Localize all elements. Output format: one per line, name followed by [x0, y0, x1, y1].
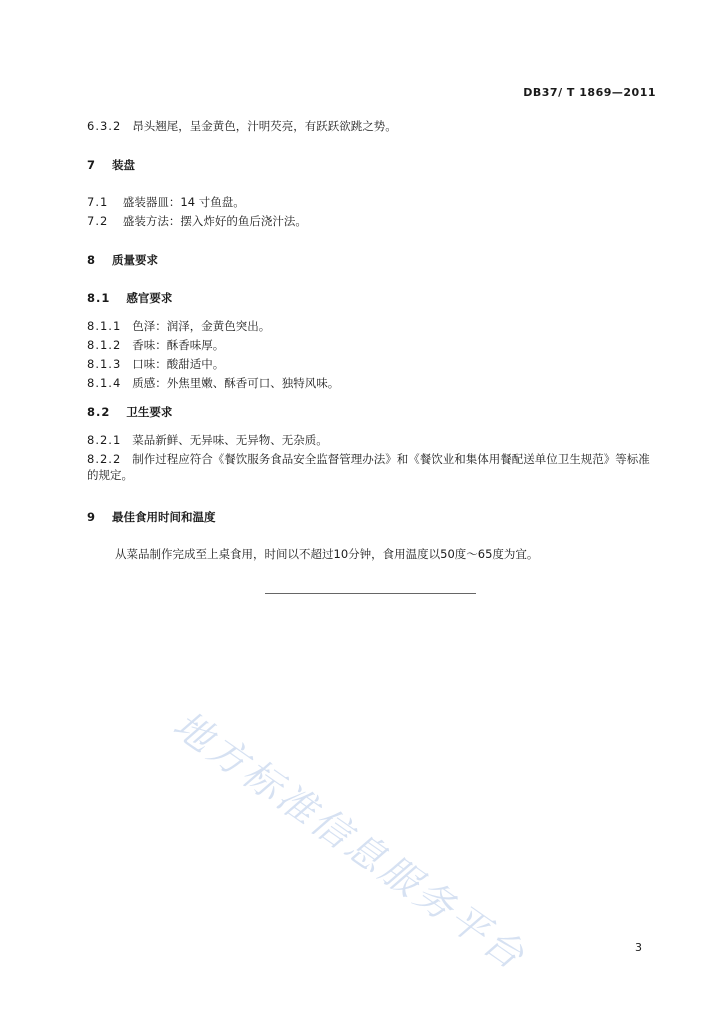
clause-text: 盛装器皿：14 寸鱼盘。: [122, 195, 245, 209]
clause-text: 香味：酥香味厚。: [132, 338, 225, 352]
clause-7-1: [87, 194, 245, 210]
clause-text: 菜品新鲜、无异味、无异物、无杂质。: [132, 433, 328, 447]
section-title: 感官要求: [126, 291, 173, 305]
clause-text: 色泽：润泽，金黄色突出。: [132, 319, 271, 333]
clause-number: 6.3.2: [87, 119, 122, 133]
end-of-document-rule: [265, 593, 476, 594]
clause-number: 8.1.2: [87, 338, 122, 352]
clause-8-2-2: [87, 451, 659, 483]
clause-6-3-2: [87, 118, 397, 134]
clause-text: 制作过程应符合《餐饮服务食品安全监督管理办法》和《餐饮业和集体用餐配送单位卫生规范》等标准的规定。: [87, 452, 650, 482]
page-number: 3: [635, 941, 642, 954]
clause-number: 8.2.2: [87, 452, 122, 466]
section-7-heading: [87, 157, 135, 173]
clause-7-2: [87, 213, 307, 229]
watermark-text: 地方标准信息服务平台: [165, 702, 535, 980]
section-number: 8.2: [87, 405, 111, 419]
clause-number: 8.2.1: [87, 433, 122, 447]
clause-number: 7.2: [87, 214, 109, 228]
section-title: 最佳食用时间和温度: [112, 510, 216, 524]
clause-8-1-4: [87, 375, 339, 391]
clause-8-1-1: [87, 318, 270, 334]
section-9-heading: [87, 509, 216, 525]
clause-number: 8.1.1: [87, 319, 122, 333]
clause-number: 8.1.3: [87, 357, 122, 371]
section-title: 质量要求: [112, 253, 159, 267]
clause-text: 口味：酸甜适中。: [132, 357, 225, 371]
clause-number: 8.1.4: [87, 376, 122, 390]
clause-text: 昂头翘尾，呈金黄色，汁明芡亮，有跃跃欲跳之势。: [132, 119, 397, 133]
standard-code: DB37/ T 1869—2011: [523, 86, 656, 99]
clause-8-1-2: [87, 337, 224, 353]
section-8-heading: [87, 252, 158, 268]
closing-paragraph: 从菜品制作完成至上桌食用，时间以不超过10分钟，食用温度以50度～65度为宜。: [115, 547, 539, 561]
section-number: 9: [87, 510, 97, 524]
section-number: 8: [87, 253, 97, 267]
section-title: 装盘: [112, 158, 136, 172]
section-title: 卫生要求: [126, 405, 173, 419]
clause-8-2-1: [87, 432, 328, 448]
section-number: 7: [87, 158, 97, 172]
clause-number: 7.1: [87, 195, 109, 209]
clause-text: 盛装方法：摆入炸好的鱼后浇汁法。: [122, 214, 307, 228]
clause-text: 质感：外焦里嫩、酥香可口、独特风味。: [132, 376, 340, 390]
section-number: 8.1: [87, 291, 111, 305]
section-8-1-heading: [87, 290, 172, 306]
clause-8-1-3: [87, 356, 224, 372]
section-8-2-heading: [87, 404, 172, 420]
